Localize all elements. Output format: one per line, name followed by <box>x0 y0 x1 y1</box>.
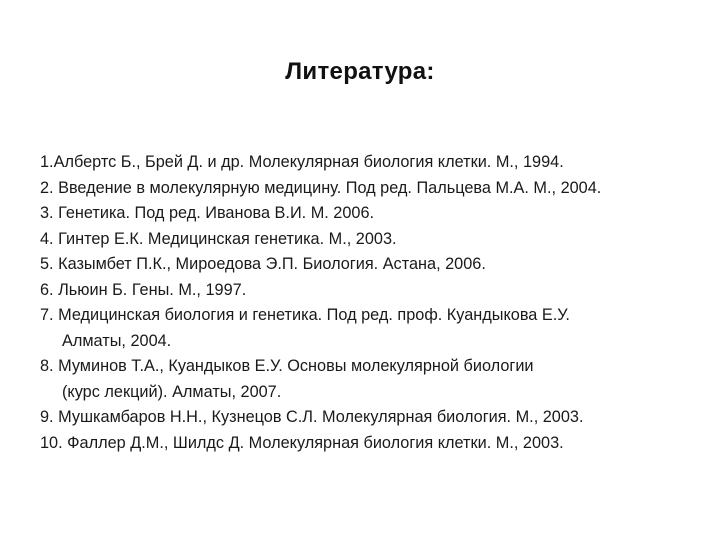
reference-item <box>40 431 700 457</box>
reference-text: 7. Медицинская биология и генетика. Под ред. проф. Куандыкова Е.У. <box>40 306 570 324</box>
reference-text: 6. Льюин Б. Гены. М., 1997. <box>40 280 247 299</box>
reference-item <box>40 354 700 405</box>
reference-list <box>40 150 700 456</box>
reference-text: 10. Фаллер Д.М., Шилдс Д. Молекулярная биология клетки. М., 2003. <box>40 433 564 452</box>
reference-item <box>40 278 700 304</box>
reference-text: 1.Албертс Б., Брей Д. и др. Молекулярная биология клетки. М., 1994. <box>40 153 564 171</box>
reference-text: 4. Гинтер Е.К. Медицинская генетика. М., 2003. <box>40 229 397 248</box>
slide-title: Литература: <box>285 58 435 85</box>
reference-text: 5. Казымбет П.К., Мироедова Э.П. Биология. Астана, 2006. <box>40 255 486 273</box>
reference-item <box>40 405 700 431</box>
reference-item <box>40 201 700 227</box>
reference-text: 2. Введение в молекулярную медицину. Под ред. Пальцева М.А. М., 2004. <box>40 178 602 197</box>
reference-item <box>40 227 700 253</box>
reference-text: 3. Генетика. Под ред. Иванова В.И. М. 2006. <box>40 204 375 222</box>
reference-item <box>40 150 700 176</box>
reference-continuation: Алматы, 2004. <box>62 331 172 350</box>
reference-item <box>40 176 700 202</box>
reference-text: 9. Мушкамбаров Н.Н., Кузнецов С.Л. Молекулярная биология. М., 2003. <box>40 408 584 426</box>
reference-text: 8. Муминов Т.А., Куандыков Е.У. Основы молекулярной биологии <box>40 357 534 375</box>
reference-item <box>40 252 700 278</box>
reference-continuation: (курс лекций). Алматы, 2007. <box>62 382 282 401</box>
reference-item <box>40 303 700 354</box>
